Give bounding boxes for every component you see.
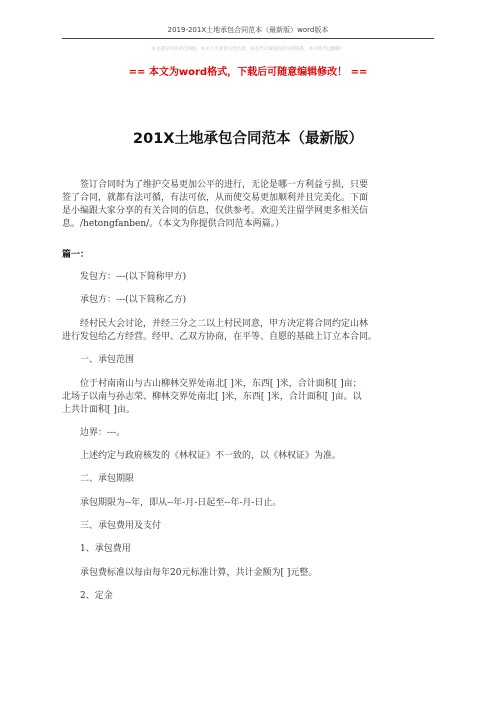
scope-line: 上共计面积[ ]亩。 bbox=[62, 405, 135, 415]
disclaimer-text: 本文部分内容来自网络，本司不为其真实性负责，如有异议或侵权请及时联系，本司将予以删除！ bbox=[151, 47, 345, 52]
intro-line: 是小编跟大家分享的有关合同的信息，仅供参考。欢迎关注留学网更多相关信 bbox=[62, 206, 369, 216]
scope-line: 位于村南南山与古山柳林交界处南北[ ]米，东西[ ]米，合计面积[ ]亩； bbox=[80, 379, 362, 389]
section-scope-heading: 一、承包范围 bbox=[80, 355, 135, 365]
term-text: 承包期限为--年，即从--年-月-日起至--年-月-日止。 bbox=[80, 498, 282, 508]
edit-banner: == 本文为word格式，下载后可随意编辑修改！ == bbox=[128, 67, 368, 78]
subsection-deposit-heading: 2、定金 bbox=[80, 591, 113, 601]
document-title: 201X土地承包合同范本（最新版） bbox=[133, 131, 363, 147]
intro-line: 签订合同时为了维护交易更加公平的进行，无论是哪一方利益亏损，只要 bbox=[80, 180, 369, 190]
section-fee-heading: 三、承包费用及支付 bbox=[80, 521, 162, 531]
agreement-line: 进行发包给乙方经营。经甲、乙双方协商，在平等、自愿的基础上订立本合同。 bbox=[62, 332, 378, 342]
scope-paragraph bbox=[62, 378, 434, 417]
party-a: 发包方：---(以下简称甲方) bbox=[80, 272, 187, 282]
intro-line: 息。/hetongfanben/。（本文为你提供合同范本两篇。） bbox=[62, 219, 285, 229]
header-divider bbox=[62, 38, 434, 39]
boundary-text: 边界：---。 bbox=[80, 428, 126, 438]
part-heading: 篇一： bbox=[62, 250, 90, 260]
section-term-heading: 二、承包期限 bbox=[80, 474, 135, 484]
license-note: 上述约定与政府核发的《林权证》不一致的，以《林权证》为准。 bbox=[80, 451, 342, 461]
fee-text: 承包费标准以每亩每年20元标准计算，共计金额为[ ]元整。 bbox=[80, 568, 318, 578]
agreement-line: 经村民大会讨论，并经三分之二以上村民同意，甲方决定将合同约定山林 bbox=[80, 319, 369, 329]
intro-line: 签了合同，就都有法可循，有法可依，从而使交易更加顺利并且完美化。下面 bbox=[62, 193, 369, 203]
agreement-paragraph bbox=[62, 318, 434, 344]
subsection-fee-heading: 1、承包费用 bbox=[80, 544, 131, 554]
page-header-title: 2019-201X土地承包合同范本（最新版）word版本 bbox=[167, 26, 329, 34]
intro-paragraph bbox=[62, 179, 434, 231]
scope-line: 北场子以南与孙志荣、柳林交界处南北[ ]米，东西[ ]米，合计面积[ ]亩。以 bbox=[62, 392, 362, 402]
party-b: 承包方：---(以下简称乙方) bbox=[80, 295, 187, 305]
